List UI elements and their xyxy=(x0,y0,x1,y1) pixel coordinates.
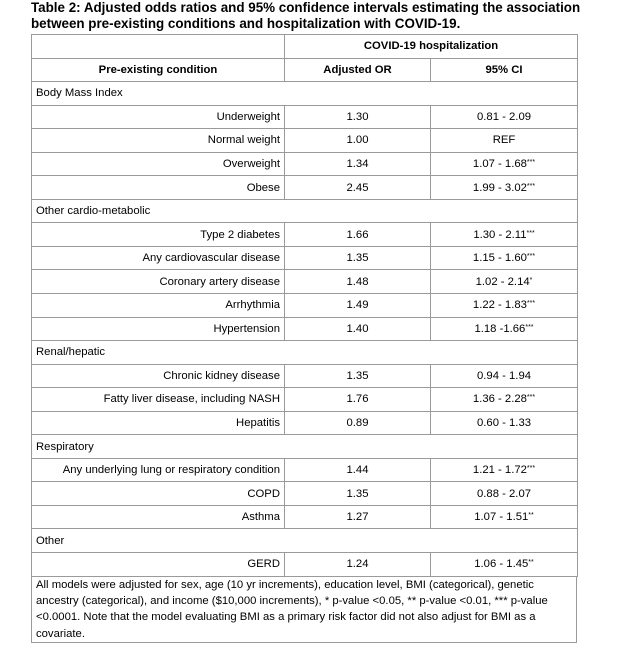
ci-cell xyxy=(431,364,578,388)
ci-cell xyxy=(431,176,578,200)
condition-cell: Overweight xyxy=(32,152,285,176)
ci-cell xyxy=(431,317,578,341)
header-blank-cell xyxy=(32,35,285,59)
ci-cell xyxy=(431,505,578,529)
ci-value: 0.94 - 1.94 xyxy=(477,369,532,382)
table-row xyxy=(32,317,578,341)
condition-cell: Hepatitis xyxy=(32,411,285,435)
table-footnote: All models were adjusted for sex, age (10 yr increments), education level, BMI (categorical), genetic ancestry (categorical), and income ($10,000 increments), * p-value <0.05, ** p-value <0.01, *** p-value <0.0001. Note that the model evaluating BMI as a primary risk factor did not also adjust for BMI as a covariate. xyxy=(31,577,577,643)
condition-cell: Obese xyxy=(32,176,285,200)
group-label: Other xyxy=(32,529,578,553)
or-cell: 1.44 xyxy=(285,458,431,482)
or-cell: 1.00 xyxy=(285,129,431,153)
group-row xyxy=(32,82,578,106)
ci-value: 1.15 - 1.60 xyxy=(472,252,527,265)
significance-marker: *** xyxy=(526,253,536,261)
condition-cell: Hypertension xyxy=(32,317,285,341)
table-row xyxy=(32,176,578,200)
ci-cell xyxy=(431,388,578,412)
header-row-columns xyxy=(32,58,578,82)
or-cell: 1.34 xyxy=(285,152,431,176)
group-row xyxy=(32,435,578,459)
condition-cell: Fatty liver disease, including NASH xyxy=(32,388,285,412)
ci-value: 1.22 - 1.83 xyxy=(472,299,527,312)
table-row xyxy=(32,482,578,506)
significance-marker: *** xyxy=(526,465,536,473)
column-header-ci: 95% CI xyxy=(431,58,578,82)
table-row xyxy=(32,246,578,270)
ci-cell xyxy=(431,105,578,129)
ci-cell xyxy=(431,482,578,506)
ci-value: 1.07 - 1.68 xyxy=(472,158,527,170)
table-row xyxy=(32,152,578,176)
header-row-span xyxy=(32,35,578,59)
condition-cell: Any cardiovascular disease xyxy=(32,246,285,270)
table-row xyxy=(32,294,578,318)
table-row xyxy=(32,223,578,247)
or-cell: 1.30 xyxy=(285,105,431,129)
or-cell: 2.45 xyxy=(285,176,431,200)
condition-cell: Arrhythmia xyxy=(32,294,285,318)
ci-value: 0.88 - 2.07 xyxy=(477,487,532,500)
condition-cell: Chronic kidney disease xyxy=(32,364,285,388)
ci-value: 1.02 - 2.14 xyxy=(475,275,530,288)
condition-cell: Asthma xyxy=(32,505,285,529)
condition-cell: GERD xyxy=(32,553,285,577)
group-row xyxy=(32,529,578,553)
table-row xyxy=(32,411,578,435)
condition-cell: Any underlying lung or respiratory condition xyxy=(32,458,285,482)
ci-value: 1.36 - 2.28 xyxy=(472,393,527,406)
significance-marker: ** xyxy=(528,512,534,520)
group-label: Body Mass Index xyxy=(32,82,578,106)
table-row xyxy=(32,458,578,482)
ci-value: 1.30 - 2.11 xyxy=(473,228,527,241)
ci-cell xyxy=(431,270,578,294)
significance-marker: *** xyxy=(525,323,534,331)
table-row xyxy=(32,129,578,153)
group-row xyxy=(32,199,578,223)
group-label: Renal/hepatic xyxy=(32,341,578,365)
or-cell: 1.40 xyxy=(285,317,431,341)
ci-value: 0.81 - 2.09 xyxy=(477,110,532,123)
significance-marker: *** xyxy=(526,394,536,402)
table-row xyxy=(32,505,578,529)
significance-marker: *** xyxy=(526,229,535,237)
or-cell: 1.35 xyxy=(285,246,431,270)
significance-marker: * xyxy=(529,276,533,284)
ci-cell xyxy=(431,246,578,270)
odds-ratio-table xyxy=(31,34,578,577)
table-row xyxy=(32,364,578,388)
table-caption: Table 2: Adjusted odds ratios and 95% confidence intervals estimating the association between pre-existing conditions and hospitalization with COVID-19. xyxy=(31,0,581,31)
significance-marker: *** xyxy=(526,182,536,190)
table-row xyxy=(32,270,578,294)
ci-value: 1.18 -1.66 xyxy=(474,322,526,335)
ci-value: 1.06 - 1.45 xyxy=(474,558,529,571)
condition-cell: Coronary artery disease xyxy=(32,270,285,294)
or-cell: 1.35 xyxy=(285,482,431,506)
ci-cell xyxy=(431,152,578,176)
ci-value: 1.21 - 1.72 xyxy=(472,464,527,477)
table-row xyxy=(32,553,578,577)
column-header-condition: Pre-existing condition xyxy=(32,58,285,82)
or-cell: 1.35 xyxy=(285,364,431,388)
or-cell: 1.66 xyxy=(285,223,431,247)
ci-cell xyxy=(431,223,578,247)
ci-cell xyxy=(431,294,578,318)
or-cell: 1.48 xyxy=(285,270,431,294)
table-row xyxy=(32,388,578,412)
significance-marker: ** xyxy=(528,559,534,567)
ci-cell xyxy=(431,411,578,435)
condition-cell: COPD xyxy=(32,482,285,506)
ci-value: 1.07 - 1.51 xyxy=(474,511,529,524)
group-label: Respiratory xyxy=(32,435,578,459)
ci-cell xyxy=(431,553,578,577)
or-cell: 1.27 xyxy=(285,505,431,529)
condition-cell: Normal weight xyxy=(32,129,285,153)
table-row xyxy=(32,105,578,129)
ci-cell xyxy=(431,458,578,482)
ci-value: 0.60 - 1.33 xyxy=(477,417,532,430)
ci-cell xyxy=(431,129,578,153)
or-cell: 1.24 xyxy=(285,553,431,577)
column-header-or: Adjusted OR xyxy=(285,58,431,82)
significance-marker: *** xyxy=(526,159,536,166)
header-span-title: COVID-19 hospitalization xyxy=(285,35,578,59)
significance-marker: *** xyxy=(526,300,536,308)
group-label: Other cardio-metabolic xyxy=(32,199,578,223)
condition-cell: Type 2 diabetes xyxy=(32,223,285,247)
or-cell: 1.49 xyxy=(285,294,431,318)
or-cell: 1.76 xyxy=(285,388,431,412)
condition-cell: Underweight xyxy=(32,105,285,129)
ci-value: 1.99 - 3.02 xyxy=(472,181,527,194)
ci-value: REF xyxy=(492,134,516,147)
group-row xyxy=(32,341,578,365)
or-cell: 0.89 xyxy=(285,411,431,435)
